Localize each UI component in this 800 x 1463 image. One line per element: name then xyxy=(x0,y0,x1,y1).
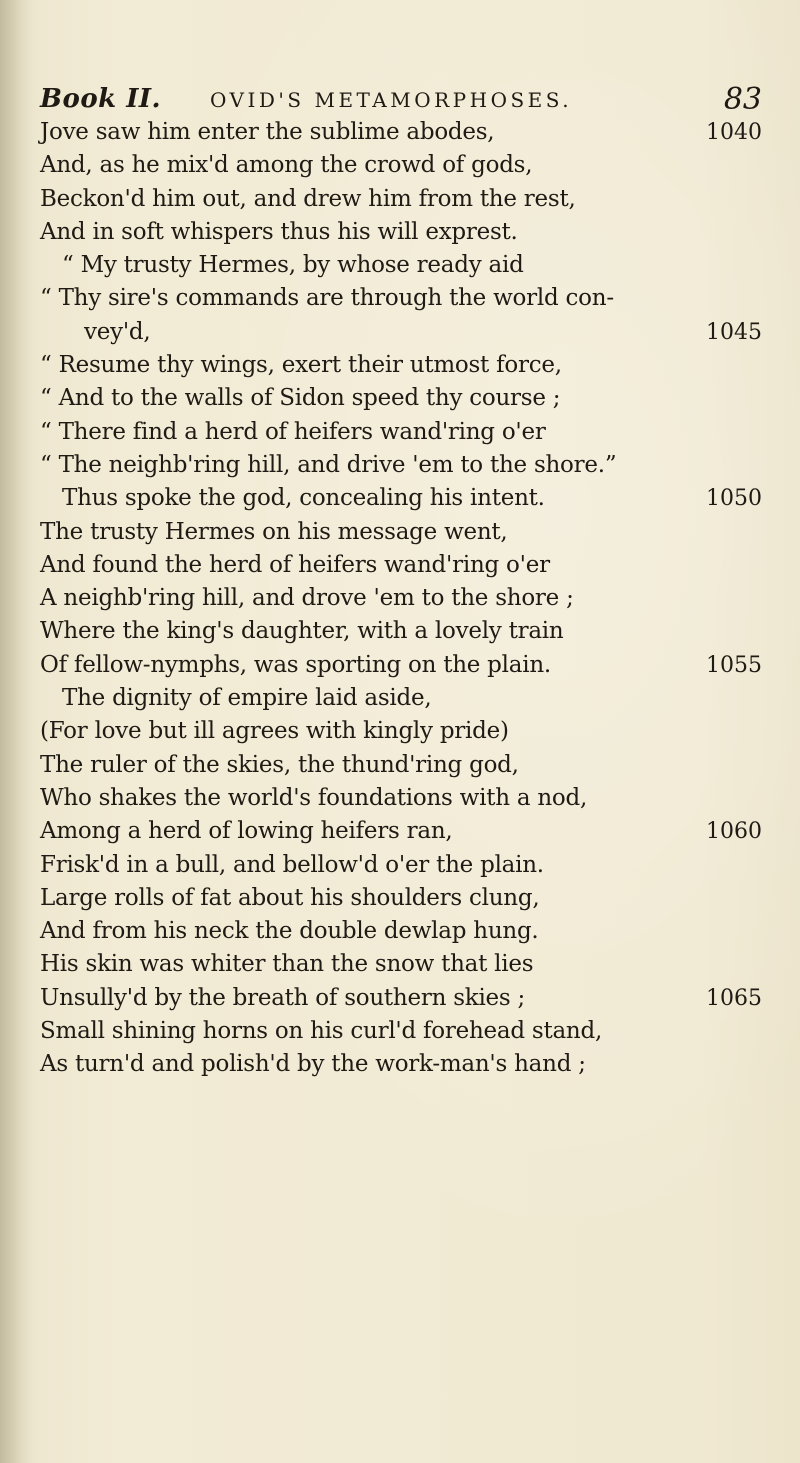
book-number: Book II. xyxy=(40,84,162,114)
verse-line xyxy=(40,982,762,1015)
verse-line xyxy=(40,849,762,882)
verse-body xyxy=(40,116,762,1082)
spine-shadow xyxy=(0,0,32,1463)
verse-line xyxy=(40,116,762,149)
verse-line-text: “ My trusty Hermes, by whose ready aid xyxy=(62,252,524,279)
verse-line xyxy=(40,615,762,648)
verse-line-text: Where the king's daughter, with a lovely train xyxy=(40,618,564,645)
verse-line-text: Thus spoke the god, concealing his intent. xyxy=(62,485,545,512)
verse-line-text: And found the herd of heifers wand'ring o'er xyxy=(40,551,550,578)
verse-line-text: And from his neck the double dewlap hung. xyxy=(40,918,539,945)
verse-line xyxy=(40,749,762,782)
verse-line-text: And in soft whispers thus his will exprest. xyxy=(40,218,518,245)
verse-line xyxy=(40,449,762,482)
verse-line xyxy=(40,549,762,582)
line-number: 1065 xyxy=(706,985,762,1011)
verse-line xyxy=(40,1015,762,1048)
verse-line-text: Large rolls of fat about his shoulders clung, xyxy=(40,884,540,911)
verse-line xyxy=(40,482,762,515)
verse-line xyxy=(40,216,762,249)
verse-line xyxy=(40,183,762,216)
verse-line-text: Frisk'd in a bull, and bellow'd o'er the plain. xyxy=(40,851,544,878)
verse-line xyxy=(40,882,762,915)
verse-line xyxy=(40,715,762,748)
verse-line xyxy=(40,282,762,315)
verse-line-text: A neighb'ring hill, and drove 'em to the shore ; xyxy=(40,585,574,612)
verse-line-text: vey'd, xyxy=(84,318,151,345)
verse-line-text: The dignity of empire laid aside, xyxy=(62,685,432,712)
verse-line-text: Jove saw him enter the sublime abodes, xyxy=(40,119,495,145)
verse-line xyxy=(40,382,762,415)
verse-line-text: The trusty Hermes on his message went, xyxy=(40,518,508,545)
verse-line-text: Who shakes the world's foundations with a nod, xyxy=(40,784,588,811)
verse-line xyxy=(40,416,762,449)
verse-line-text: “ There find a herd of heifers wand'ring o'er xyxy=(40,418,546,445)
verse-line xyxy=(40,249,762,282)
verse-line-text: Of fellow-nymphs, was sporting on the plain. xyxy=(40,651,551,678)
verse-line xyxy=(40,815,762,848)
verse-line xyxy=(40,316,762,349)
verse-line-text: (For love but ill agrees with kingly pride) xyxy=(40,718,509,745)
page-number: 83 xyxy=(723,82,762,117)
verse-line xyxy=(40,682,762,715)
verse-line-text: “ Resume thy wings, exert their utmost force, xyxy=(40,352,562,379)
verse-line-text: Unsully'd by the breath of southern skies ; xyxy=(40,984,526,1011)
verse-line-text: Among a herd of lowing heifers ran, xyxy=(40,818,453,845)
verse-line-text: Small shining horns on his curl'd forehead stand, xyxy=(40,1018,603,1045)
line-number: 1055 xyxy=(706,652,762,678)
verse-line-text: The ruler of the skies, the thund'ring god, xyxy=(40,751,519,778)
verse-line-text: As turn'd and polish'd by the work-man's hand ; xyxy=(40,1051,586,1078)
verse-line-text: “ The neighb'ring hill, and drive 'em to the shore.” xyxy=(40,451,617,478)
line-number: 1050 xyxy=(706,486,762,512)
verse-line-text: “ And to the walls of Sidon speed thy course ; xyxy=(40,385,561,412)
verse-line xyxy=(40,516,762,549)
verse-line-text: “ Thy sire's commands are through the world con- xyxy=(40,285,614,312)
running-title: OVID'S METAMORPHOSES. xyxy=(210,88,573,112)
line-number: 1045 xyxy=(706,319,762,345)
verse-line xyxy=(40,915,762,948)
verse-line xyxy=(40,948,762,981)
verse-line xyxy=(40,349,762,382)
verse-line xyxy=(40,149,762,182)
verse-line xyxy=(40,649,762,682)
verse-line xyxy=(40,782,762,815)
verse-line xyxy=(40,582,762,615)
verse-line-text: Beckon'd him out, and drew him from the rest, xyxy=(40,185,576,212)
verse-line xyxy=(40,1048,762,1081)
line-number: 1060 xyxy=(706,819,762,845)
verse-line-text: His skin was whiter than the snow that lies xyxy=(40,951,534,978)
line-number: 1040 xyxy=(706,120,762,145)
verse-line-text: And, as he mix'd among the crowd of gods, xyxy=(40,152,533,179)
